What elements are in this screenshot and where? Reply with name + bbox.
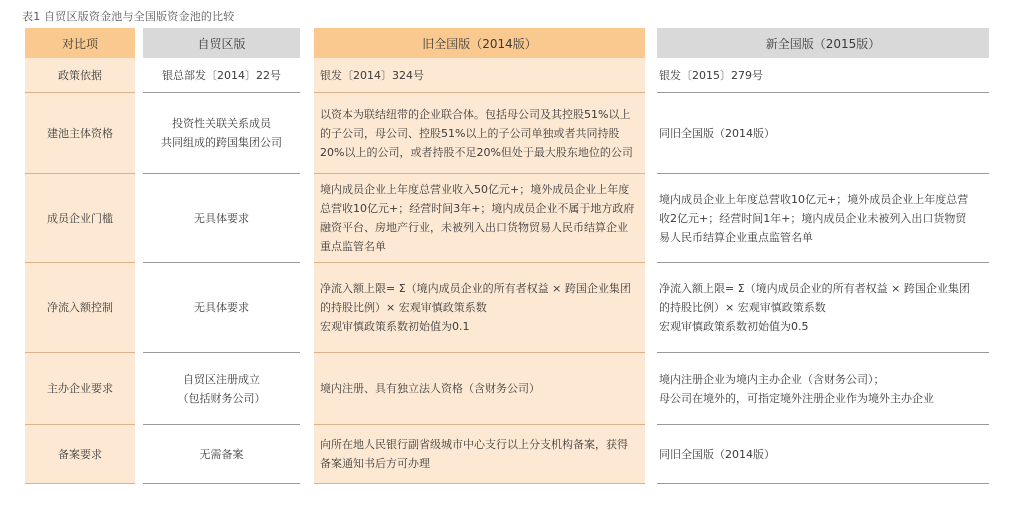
new-national-cell — [657, 353, 989, 425]
row-item-text: 主办企业要求 — [47, 382, 113, 395]
ftz-cell — [143, 263, 300, 353]
row-item-cell — [25, 174, 135, 263]
new-national-text: 境内成员企业上年度总营收10亿元+；境外成员企业上年度总营 收2亿元+；经营时间1年+；境内成员企业未被列入出口货物贸 易人民币结算企业重点监管名单 — [659, 192, 969, 244]
old-national-cell — [314, 425, 645, 484]
new-national-text: 净流入额上限= Σ（境内成员企业的所有者权益 × 跨国企业集团 的持股比例）× 宏观审慎政策系数 宏观审慎政策系数初始值为0.5 — [659, 282, 970, 333]
new-national-text: 同旧全国版（2014版） — [659, 447, 775, 461]
ftz-text: 无具体要求 — [194, 211, 249, 225]
new-national-cell — [657, 425, 989, 484]
ftz-cell — [143, 58, 300, 93]
new-national-text: 境内注册企业为境内主办企业（含财务公司）； 母公司在境外的，可指定境外注册企业作为境外主办企业 — [659, 372, 934, 405]
row-item-text: 成员企业门槛 — [47, 211, 113, 225]
new-national-text: 同旧全国版（2014版） — [659, 126, 775, 140]
old-national-text: 向所在地人民银行副省级城市中心支行以上分支机构备案，获得 备案通知书后方可办理 — [320, 438, 628, 470]
old-national-text: 以资本为联结纽带的企业联合体。包括母公司及其控股51%以上 的子公司，母公司、控股51%以上的子公司单独或者共同持股 20%以上的公司，或者持股不足20%但处于最大股东地位的公司 — [320, 107, 633, 159]
ftz-text: 投资性关联关系成员 共同组成的跨国集团公司 — [161, 117, 282, 149]
old-national-cell — [314, 174, 645, 263]
ftz-text: 无具体要求 — [194, 301, 249, 314]
ftz-cell — [143, 93, 300, 174]
new-national-cell — [657, 263, 989, 353]
old-national-text: 净流入额上限= Σ（境内成员企业的所有者权益 × 跨国企业集团 的持股比例）× 宏观审慎政策系数 宏观审慎政策系数初始值为0.1 — [320, 282, 631, 333]
ftz-text: 无需备案 — [199, 447, 244, 461]
ftz-cell — [143, 353, 300, 425]
row-item-cell — [25, 353, 135, 425]
new-national-cell — [657, 93, 989, 174]
old-national-cell — [314, 93, 645, 174]
header-comparison-item: 对比项 — [25, 28, 135, 58]
row-item-text: 净流入额控制 — [47, 301, 113, 314]
new-national-cell — [657, 58, 989, 93]
old-national-text: 境内成员企业上年度总营业收入50亿元+；境外成员企业上年度 总营收10亿元+；经营时间3年+；境内成员企业不属于地方政府 融资平台、房地产行业，未被列入出口货物贸易人民币结算企业 重点监管名单 — [320, 183, 635, 253]
row-item-text: 备案要求 — [58, 447, 102, 461]
header-new-national-version: 新全国版（2015版） — [657, 28, 989, 58]
row-item-text: 政策依据 — [58, 68, 102, 82]
row-item-text: 建池主体资格 — [47, 126, 113, 140]
row-item-cell — [25, 425, 135, 484]
old-national-text: 境内注册、具有独立法人资格（含财务公司） — [320, 382, 540, 395]
ftz-cell — [143, 174, 300, 263]
ftz-text: 银总部发〔2014〕22号 — [162, 68, 281, 82]
row-item-cell — [25, 93, 135, 174]
ftz-text: 自贸区注册成立 （包括财务公司） — [177, 372, 266, 405]
row-item-cell — [25, 58, 135, 93]
row-item-cell — [25, 263, 135, 353]
old-national-cell — [314, 58, 645, 93]
header-ftz-version: 自贸区版 — [143, 28, 300, 58]
old-national-cell — [314, 353, 645, 425]
ftz-cell — [143, 425, 300, 484]
old-national-cell — [314, 263, 645, 353]
old-national-text: 银发〔2014〕324号 — [320, 68, 424, 82]
new-national-text: 银发〔2015〕279号 — [659, 68, 763, 82]
header-old-national-version: 旧全国版（2014版） — [314, 28, 645, 58]
new-national-cell — [657, 174, 989, 263]
table-caption: 表1 自贸区版资金池与全国版资金池的比较 — [22, 10, 235, 23]
